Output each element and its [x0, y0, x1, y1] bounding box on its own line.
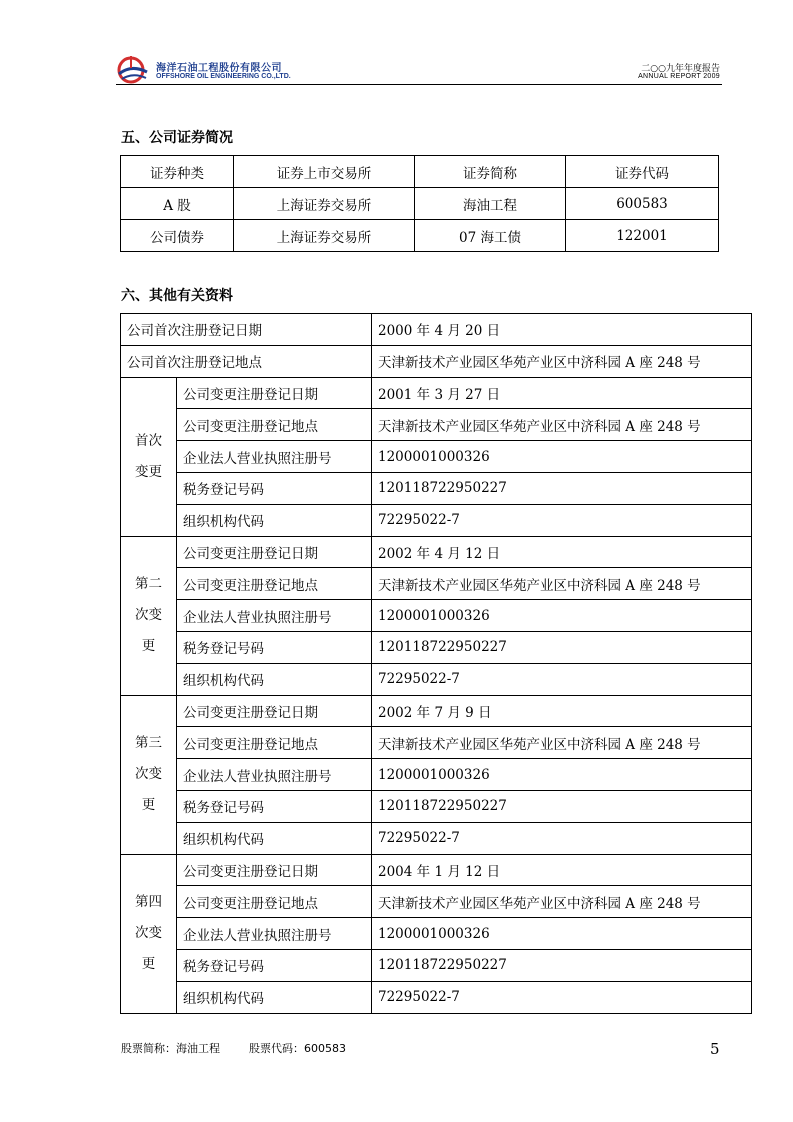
column-header: 证券代码 [566, 156, 719, 188]
table-row [121, 854, 752, 886]
field-label: 组织机构代码 [177, 822, 372, 854]
field-label: 企业法人营业执照注册号 [177, 441, 372, 473]
field-value: 1200001000326 [372, 441, 752, 473]
change-group-line: 次变 [135, 766, 162, 783]
table-row [121, 536, 752, 568]
table-row [121, 409, 752, 441]
field-value: 1200001000326 [372, 600, 752, 632]
cnooc-logo-icon [116, 54, 150, 84]
first-addr-value: 天津新技术产业园区华苑产业区中济科园 A 座 248 号 [372, 345, 752, 377]
table-cell: 公司债券 [121, 220, 234, 252]
first-addr-label: 公司首次注册登记地点 [121, 345, 372, 377]
section5-title: 五、公司证券简况 [121, 130, 233, 146]
field-value: 天津新技术产业园区华苑产业区中济科园 A 座 248 号 [372, 568, 752, 600]
footer [121, 1040, 346, 1056]
field-label: 组织机构代码 [177, 981, 372, 1013]
field-value: 120118722950227 [372, 949, 752, 981]
change-group-label [121, 377, 177, 536]
field-value: 72295022-7 [372, 663, 752, 695]
field-label: 税务登记号码 [177, 472, 372, 504]
field-value: 2004 年 1 月 12 日 [372, 854, 752, 886]
table-row [121, 727, 752, 759]
footer-stock-code: 股票代码：600583 [249, 1042, 346, 1055]
field-value: 120118722950227 [372, 631, 752, 663]
table-row [121, 188, 719, 220]
field-label: 组织机构代码 [177, 663, 372, 695]
table-row [121, 759, 752, 791]
change-group-line: 首次 [135, 432, 162, 449]
field-label: 企业法人营业执照注册号 [177, 759, 372, 791]
table-row [121, 472, 752, 504]
field-value: 天津新技术产业园区华苑产业区中济科园 A 座 248 号 [372, 886, 752, 918]
field-label: 税务登记号码 [177, 790, 372, 822]
change-group-line: 变更 [135, 463, 162, 480]
column-header: 证券种类 [121, 156, 234, 188]
table-cell: A 股 [121, 188, 234, 220]
field-value: 天津新技术产业园区华苑产业区中济科园 A 座 248 号 [372, 409, 752, 441]
table-header-row [121, 156, 719, 188]
table-row [121, 695, 752, 727]
field-label: 企业法人营业执照注册号 [177, 918, 372, 950]
table-row [121, 981, 752, 1013]
field-label: 公司变更注册登记日期 [177, 536, 372, 568]
field-value: 1200001000326 [372, 918, 752, 950]
table-row [121, 220, 719, 252]
field-label: 公司变更注册登记地点 [177, 568, 372, 600]
field-label: 公司变更注册登记地点 [177, 727, 372, 759]
field-value: 2001 年 3 月 27 日 [372, 377, 752, 409]
field-label: 公司变更注册登记日期 [177, 854, 372, 886]
change-group-line: 第三 [135, 735, 162, 752]
field-label: 企业法人营业执照注册号 [177, 600, 372, 632]
table-cell: 07 海工债 [415, 220, 566, 252]
field-value: 72295022-7 [372, 504, 752, 536]
table-cell: 上海证券交易所 [234, 188, 415, 220]
change-group-line: 第二 [135, 576, 162, 593]
footer-stock-name: 股票简称：海油工程 [121, 1042, 220, 1055]
field-label: 公司变更注册登记地点 [177, 409, 372, 441]
table-row [121, 886, 752, 918]
field-value: 1200001000326 [372, 759, 752, 791]
change-group-label [121, 536, 177, 695]
table-row [121, 790, 752, 822]
change-group-line: 更 [141, 956, 156, 973]
report-subtitle: ANNUAL REPORT 2009 [638, 73, 720, 80]
first-date-value: 2000 年 4 月 20 日 [372, 314, 752, 346]
first-date-label: 公司首次注册登记日期 [121, 314, 372, 346]
field-value: 72295022-7 [372, 981, 752, 1013]
table-cell: 海油工程 [415, 188, 566, 220]
company-name-en: OFFSHORE OIL ENGINEERING CO.,LTD. [156, 73, 291, 80]
field-value: 120118722950227 [372, 472, 752, 504]
change-group-line: 次变 [135, 607, 162, 624]
change-group-line: 第四 [135, 894, 162, 911]
table-cell: 600583 [566, 188, 719, 220]
field-value: 120118722950227 [372, 790, 752, 822]
field-value: 72295022-7 [372, 822, 752, 854]
report-title: 二○○九年年度报告 [641, 64, 720, 74]
table-row [121, 663, 752, 695]
table-row [121, 822, 752, 854]
table-row [121, 600, 752, 632]
field-value: 2002 年 4 月 12 日 [372, 536, 752, 568]
table-row [121, 377, 752, 409]
field-label: 公司变更注册登记日期 [177, 695, 372, 727]
table-row [121, 568, 752, 600]
field-label: 公司变更注册登记地点 [177, 886, 372, 918]
change-group-line: 更 [141, 797, 156, 814]
change-group-label [121, 854, 177, 1013]
table-row [121, 504, 752, 536]
field-label: 公司变更注册登记日期 [177, 377, 372, 409]
table-cell: 122001 [566, 220, 719, 252]
field-label: 税务登记号码 [177, 949, 372, 981]
company-name-cn: 海洋石油工程股份有限公司 [156, 63, 282, 74]
page-number: 5 [710, 1040, 720, 1058]
change-group-line: 更 [141, 638, 156, 655]
table-row [121, 631, 752, 663]
table-row [121, 345, 752, 377]
registration-table [120, 313, 752, 1014]
change-group-label [121, 695, 177, 854]
field-label: 税务登记号码 [177, 631, 372, 663]
securities-table [120, 155, 719, 252]
table-cell: 上海证券交易所 [234, 220, 415, 252]
table-row [121, 314, 752, 346]
field-value: 2002 年 7 月 9 日 [372, 695, 752, 727]
column-header: 证券简称 [415, 156, 566, 188]
page-header [116, 52, 722, 85]
table-row [121, 949, 752, 981]
change-group-line: 次变 [135, 925, 162, 942]
section6-title: 六、其他有关资料 [121, 288, 233, 304]
table-row [121, 441, 752, 473]
field-label: 组织机构代码 [177, 504, 372, 536]
table-row [121, 918, 752, 950]
field-value: 天津新技术产业园区华苑产业区中济科园 A 座 248 号 [372, 727, 752, 759]
column-header: 证券上市交易所 [234, 156, 415, 188]
